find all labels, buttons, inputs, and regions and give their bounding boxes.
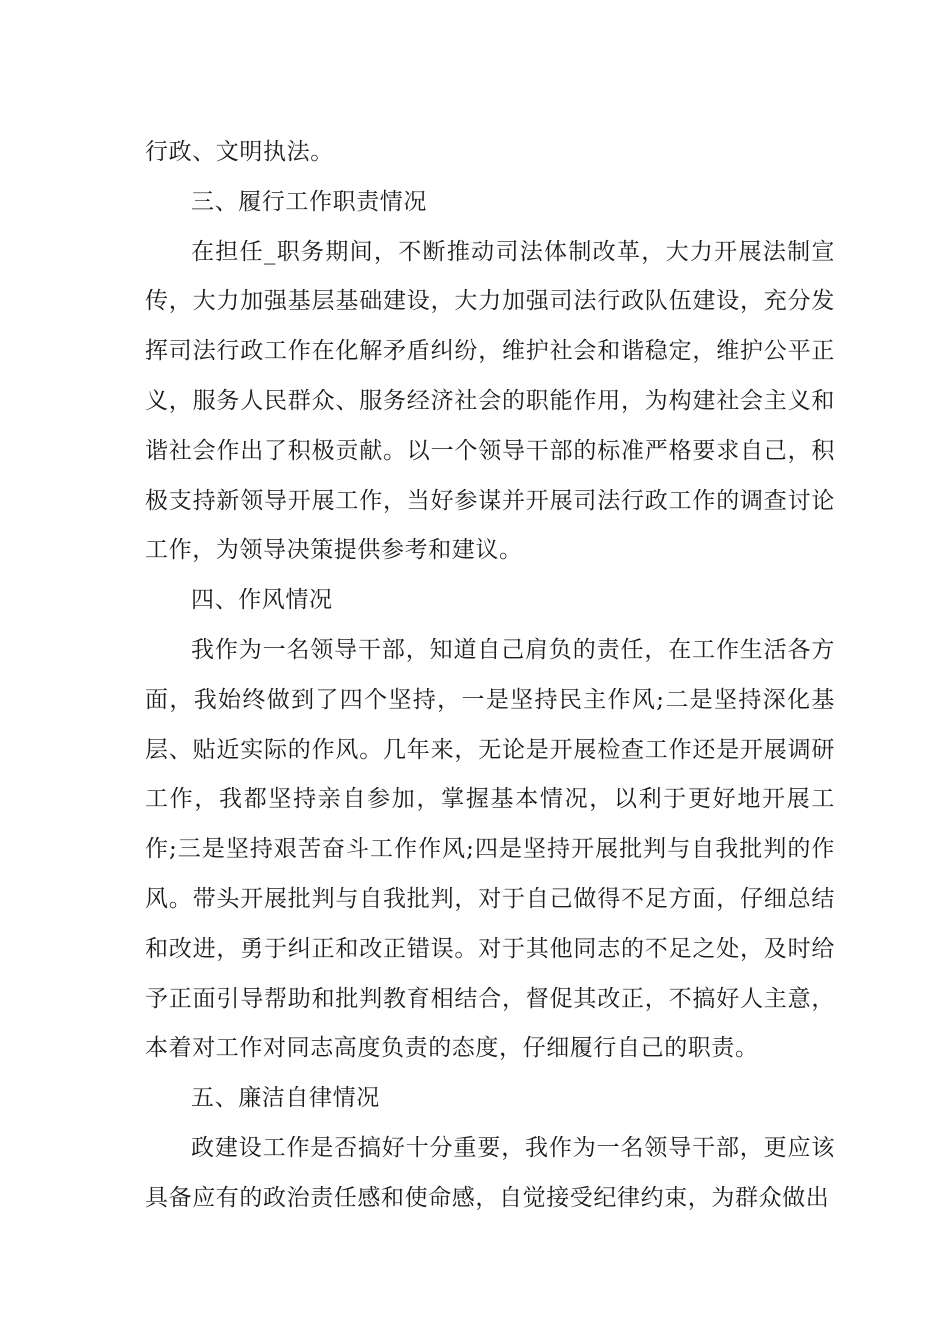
paragraph-duties: 在担任_职务期间，不断推动司法体制改革，大力开展法制宣传，大力加强基层基础建设，大力加强司法行政队伍建设，充分发挥司法行政工作在化解矛盾纠纷，维护社会和谐稳定，维护公平正义，服务人民群众、服务经济社会的职能作用，为构建社会主义和谐社会作出了积极贡献。以一个领导干部的标准严格要求自己，积极支持新领导开展工作，当好参谋并开展司法行政工作的调查讨论工作，为领导决策提供参考和建议。 [145,238,835,564]
paragraph-continuation: 行政、文明执法。 [145,139,334,165]
paragraph-work-style: 我作为一名领导干部，知道自己肩负的责任，在工作生活各方面，我始终做到了四个坚持，一是坚持民主作风;二是坚持深化基层、贴近实际的作风。几年来，无论是开展检查工作还是开展调研工作，我都坚持亲自参加，掌握基本情况，以利于更好地开展工作;三是坚持艰苦奋斗工作作风;四是坚持开展批判与自我批判的作风。带头开展批判与自我批判，对于自己做得不足方面，仔细总结和改进，勇于纠正和改正错误。对于其他同志的不足之处，及时给予正面引导帮助和批判教育相结合，督促其改正，不搞好人主意，本着对工作对同志高度负责的态度，仔细履行自己的职责。 [145,636,835,1062]
document-body [145,128,835,1224]
paragraph-integrity: 政建设工作是否搞好十分重要，我作为一名领导干部，更应该具备应有的政治责任感和使命感，自觉接受纪律约束，为群众做出 [145,1134,835,1211]
section-heading-integrity: 五、廉洁自律情况 [191,1085,380,1112]
section-heading-duties: 三、履行工作职责情况 [191,188,427,215]
section-heading-work-style: 四、作风情况 [191,587,333,614]
